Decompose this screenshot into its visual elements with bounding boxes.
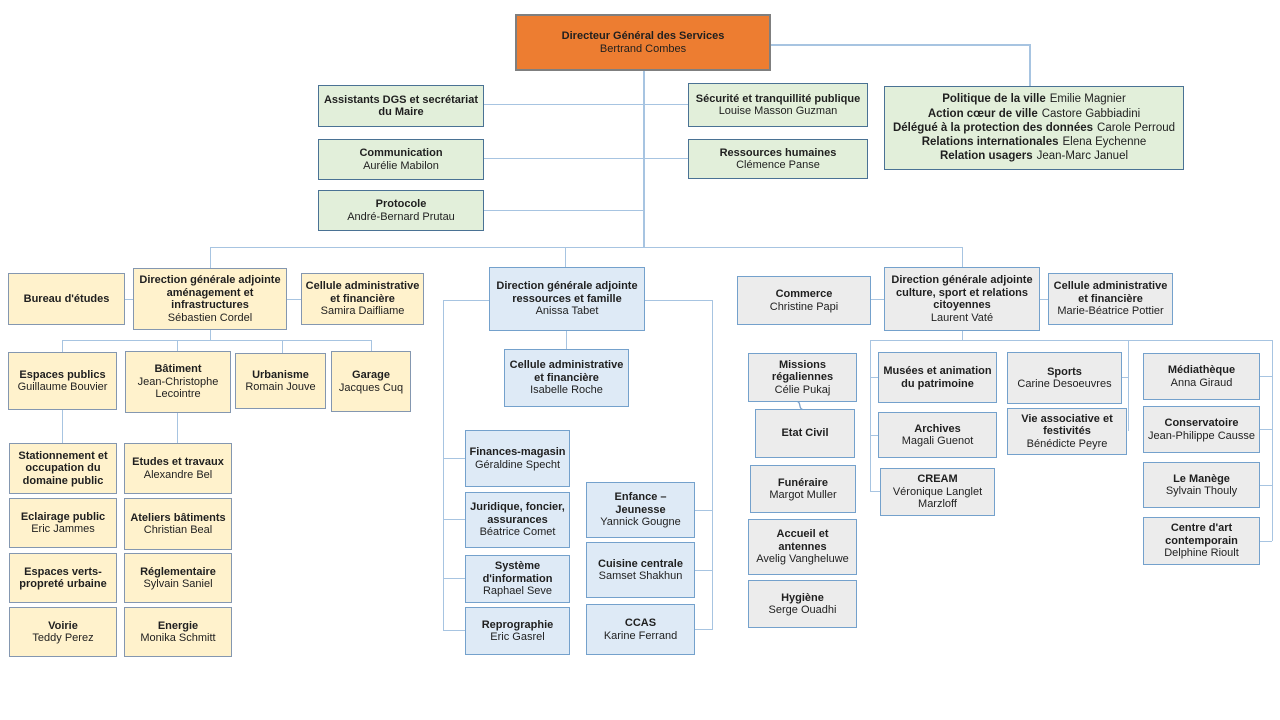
box-title: CREAM [917, 473, 958, 486]
box-title: Eclairage public [20, 510, 106, 523]
org-box-espaces-verts [9, 553, 117, 603]
box-person: Marie-Béatrice Pottier [1057, 305, 1164, 318]
org-box-sports [1007, 352, 1122, 404]
org-box-accueil-antennes [748, 519, 857, 575]
connector [484, 158, 688, 159]
box-person: Teddy Perez [32, 632, 94, 644]
connector [771, 44, 1030, 46]
connector [443, 630, 465, 631]
box-person: Monika Schmitt [140, 632, 216, 644]
org-box-energie [124, 607, 232, 657]
org-box-cream [880, 468, 995, 516]
connector [645, 300, 712, 301]
box-title: Centre d'art contemporain [1165, 522, 1238, 547]
box-person: Louise Masson Guzman [718, 105, 838, 117]
box-person: Margot Muller [769, 489, 837, 501]
box-person: Anissa Tabet [535, 305, 599, 318]
org-box-dga-amenagement [133, 268, 287, 330]
box-person: Célie Pukaj [774, 383, 831, 396]
role-row [928, 107, 1140, 121]
box-title: Le Manège [1173, 472, 1230, 485]
org-box-centre-art [1143, 517, 1260, 565]
connector [177, 340, 178, 351]
role-row [893, 121, 1175, 135]
role-label: Relations internationales [921, 136, 1059, 149]
org-box-conservatoire [1143, 406, 1260, 453]
box-title: Finances-magasin [469, 446, 566, 458]
org-box-reglementaire [124, 553, 232, 603]
box-title: Cellule administrative et financière [509, 359, 624, 384]
org-box-dga-culture [884, 267, 1040, 331]
org-box-espaces-publics [8, 352, 117, 410]
box-person: Christian Beal [143, 524, 213, 536]
connector [566, 331, 567, 349]
box-title: Voirie [48, 619, 78, 632]
box-title: Ateliers bâtiments [130, 511, 226, 524]
box-title: Stationnement et occupation du domaine public [18, 449, 108, 487]
org-box-cellule-af-ressources [504, 349, 629, 407]
connector [443, 458, 465, 459]
connector [695, 570, 712, 571]
box-title: Protocole [375, 198, 427, 210]
role-row [922, 135, 1147, 149]
org-box-juridique [465, 492, 570, 548]
box-title: Directeur Général des Services [561, 30, 725, 42]
org-box-musees [878, 352, 997, 403]
connector [1272, 340, 1273, 541]
org-box-enfance-jeunesse [586, 482, 695, 538]
role-row [942, 92, 1126, 106]
box-person: Serge Ouadhi [768, 604, 837, 616]
box-person: Guillaume Bouvier [17, 381, 108, 393]
box-person: Romain Jouve [245, 381, 316, 393]
org-box-archives [878, 412, 997, 458]
box-title: Direction générale adjointe aménagement et infrastructures [139, 274, 281, 311]
connector [125, 299, 133, 300]
role-row [940, 149, 1128, 163]
role-person: Castore Gabbiadini [1041, 107, 1141, 120]
box-title: Assistants DGS et secrétariat du Maire [323, 93, 479, 118]
box-title: Garage [352, 369, 390, 381]
box-person: Magali Guenot [901, 435, 974, 447]
org-box-mediatheque [1143, 353, 1260, 400]
box-person: Samset Shakhun [598, 570, 683, 582]
box-person: Jean-Christophe Lecointre [137, 375, 219, 401]
org-box-batiment [125, 351, 231, 413]
org-box-eclairage-public [9, 498, 117, 548]
connector [870, 340, 871, 492]
org-box-politique-groupe [884, 86, 1184, 170]
role-person: Carole Perroud [1097, 121, 1175, 134]
box-title: Communication [359, 147, 443, 159]
connector [695, 510, 712, 511]
connector [871, 299, 884, 300]
box-title: Conservatoire [1164, 417, 1239, 429]
box-person: Avelig Vangheluwe [756, 553, 849, 566]
connector [1121, 377, 1128, 378]
box-person: Bénédicte Peyre [1026, 437, 1108, 450]
box-person: Sylvain Thouly [1165, 485, 1238, 497]
role-label: Action cœur de ville [927, 107, 1038, 120]
org-box-protocole [318, 190, 484, 231]
role-person: Emilie Magnier [1049, 93, 1126, 106]
box-title: Direction générale adjointe culture, sport et relations citoyennes [891, 274, 1033, 311]
box-title: Ressources humaines [719, 146, 837, 159]
connector [1259, 541, 1272, 542]
org-box-commerce [737, 276, 871, 325]
box-title: Sports [1047, 365, 1082, 378]
connector [282, 340, 283, 353]
org-box-cellule-af-culture [1048, 273, 1173, 325]
box-person: Carine Desoeuvres [1017, 378, 1112, 390]
role-label: Relation usagers [939, 150, 1033, 163]
box-person: Jean-Philippe Causse [1147, 429, 1255, 442]
box-person: Raphael Seve [482, 585, 553, 598]
connector [177, 413, 178, 443]
org-box-voirie [9, 607, 117, 657]
org-box-etudes-travaux [124, 443, 232, 494]
box-title: Espaces verts- propreté urbaine [19, 565, 107, 590]
org-box-securite [688, 83, 868, 127]
box-title: Réglementaire [140, 565, 216, 578]
box-title: Juridique, foncier, assurances [470, 501, 565, 526]
org-box-reprographie [465, 607, 570, 655]
box-title: Urbanisme [252, 368, 309, 381]
box-person: Christine Papi [769, 300, 839, 313]
connector [962, 331, 963, 340]
box-title: Espaces publics [19, 368, 106, 381]
org-box-assistants-dgs [318, 85, 484, 127]
connector [484, 104, 688, 105]
role-label: Délégué à la protection des données [892, 121, 1094, 134]
box-person: Eric Jammes [31, 523, 95, 535]
box-title: Bureau d'études [23, 292, 110, 305]
connector [371, 340, 372, 351]
box-title: Sécurité et tranquillité publique [695, 92, 861, 105]
box-person: Delphine Rioult [1164, 547, 1239, 560]
box-person: Béatrice Comet [479, 526, 556, 539]
connector [1259, 485, 1272, 486]
box-person: Eric Gasrel [490, 631, 545, 643]
box-person: Clémence Panse [736, 159, 820, 171]
box-person: Bertrand Combes [599, 42, 687, 55]
connector [1259, 429, 1272, 430]
org-box-stationnement [9, 443, 117, 494]
connector [712, 300, 713, 630]
box-title: Funéraire [777, 476, 829, 489]
box-title: Accueil et antennes [776, 528, 829, 553]
box-title: CCAS [624, 617, 657, 629]
box-title: Cuisine centrale [598, 557, 683, 570]
box-title: Musées et animation du patrimoine [883, 365, 992, 390]
connector [1029, 44, 1031, 86]
box-title: Etudes et travaux [132, 456, 224, 468]
org-box-bureau-etudes [8, 273, 125, 325]
org-box-communication [318, 139, 484, 180]
box-person: Laurent Vaté [930, 311, 994, 324]
connector [210, 330, 211, 340]
box-title: Médiathèque [1167, 364, 1236, 376]
connector [1040, 299, 1048, 300]
box-title: Etat Civil [781, 427, 829, 440]
connector [870, 435, 878, 436]
connector [643, 71, 645, 247]
org-box-garage [331, 351, 411, 412]
box-person: Anna Giraud [1170, 376, 1233, 389]
box-title: Energie [157, 619, 199, 632]
box-person: Jacques Cuq [338, 381, 404, 394]
box-title: Cellule administrative et financière [1053, 280, 1168, 305]
org-box-directeur-general [515, 14, 771, 71]
org-box-missions-regaliennes [748, 353, 857, 402]
connector [565, 247, 566, 267]
org-box-cellule-af-amenagement [301, 273, 424, 325]
box-person: André-Bernard Prutau [347, 210, 455, 223]
box-title: Archives [914, 422, 961, 435]
connector [870, 340, 1273, 341]
org-box-finances-magasin [465, 430, 570, 487]
box-person: Géraldine Specht [475, 458, 560, 471]
connector [443, 578, 465, 579]
connector [62, 340, 63, 352]
org-box-etat-civil [755, 409, 855, 458]
org-box-ccas [586, 604, 695, 655]
box-person: Yannick Gougne [600, 516, 681, 529]
org-box-hygiene [748, 580, 857, 628]
connector [484, 210, 644, 211]
org-box-funeraire [750, 465, 856, 513]
connector [62, 340, 372, 341]
box-title: Direction générale adjointe ressources et famille [496, 280, 638, 305]
box-person: Samira Daifliame [320, 305, 405, 318]
connector [62, 410, 63, 443]
connector [695, 629, 712, 630]
connector [870, 377, 878, 378]
box-person: Aurélie Mabilon [363, 159, 439, 172]
box-person: Isabelle Roche [530, 384, 603, 397]
org-box-ateliers-batiments [124, 498, 232, 550]
connector [1259, 376, 1272, 377]
box-person: Véronique Langlet Marzloff [892, 485, 983, 511]
box-title: Cellule administrative et financière [305, 280, 420, 305]
connector [210, 247, 211, 269]
connector [870, 491, 880, 492]
connector [443, 300, 489, 301]
box-title: Système d'information [482, 560, 553, 585]
connector [1128, 340, 1129, 431]
box-title: Vie associative et festivités [1021, 412, 1113, 438]
org-box-systeme-information [465, 555, 570, 603]
org-box-le-manege [1143, 462, 1260, 508]
org-box-dga-ressources [489, 267, 645, 331]
box-person: Sylvain Saniel [143, 578, 213, 590]
connector [210, 247, 963, 248]
org-box-ressources-humaines [688, 139, 868, 179]
role-person: Elena Eychenne [1062, 136, 1147, 149]
org-box-urbanisme [235, 353, 326, 409]
box-title: Bâtiment [154, 363, 202, 376]
org-box-vie-associative [1007, 408, 1127, 455]
box-title: Missions régaliennes [771, 358, 834, 384]
box-person: Sébastien Cordel [167, 311, 253, 324]
role-label: Politique de la ville [942, 93, 1046, 106]
connector [962, 247, 963, 267]
role-person: Jean-Marc Januel [1036, 150, 1129, 163]
connector [287, 299, 301, 300]
connector [443, 300, 444, 631]
box-title: Commerce [775, 288, 833, 300]
connector [443, 519, 465, 520]
box-person: Alexandre Bel [143, 468, 213, 481]
box-title: Hygiène [781, 591, 824, 604]
org-box-cuisine-centrale [586, 542, 695, 598]
box-person: Karine Ferrand [603, 629, 678, 642]
box-title: Enfance – Jeunesse [614, 491, 667, 516]
box-title: Reprographie [481, 618, 554, 631]
